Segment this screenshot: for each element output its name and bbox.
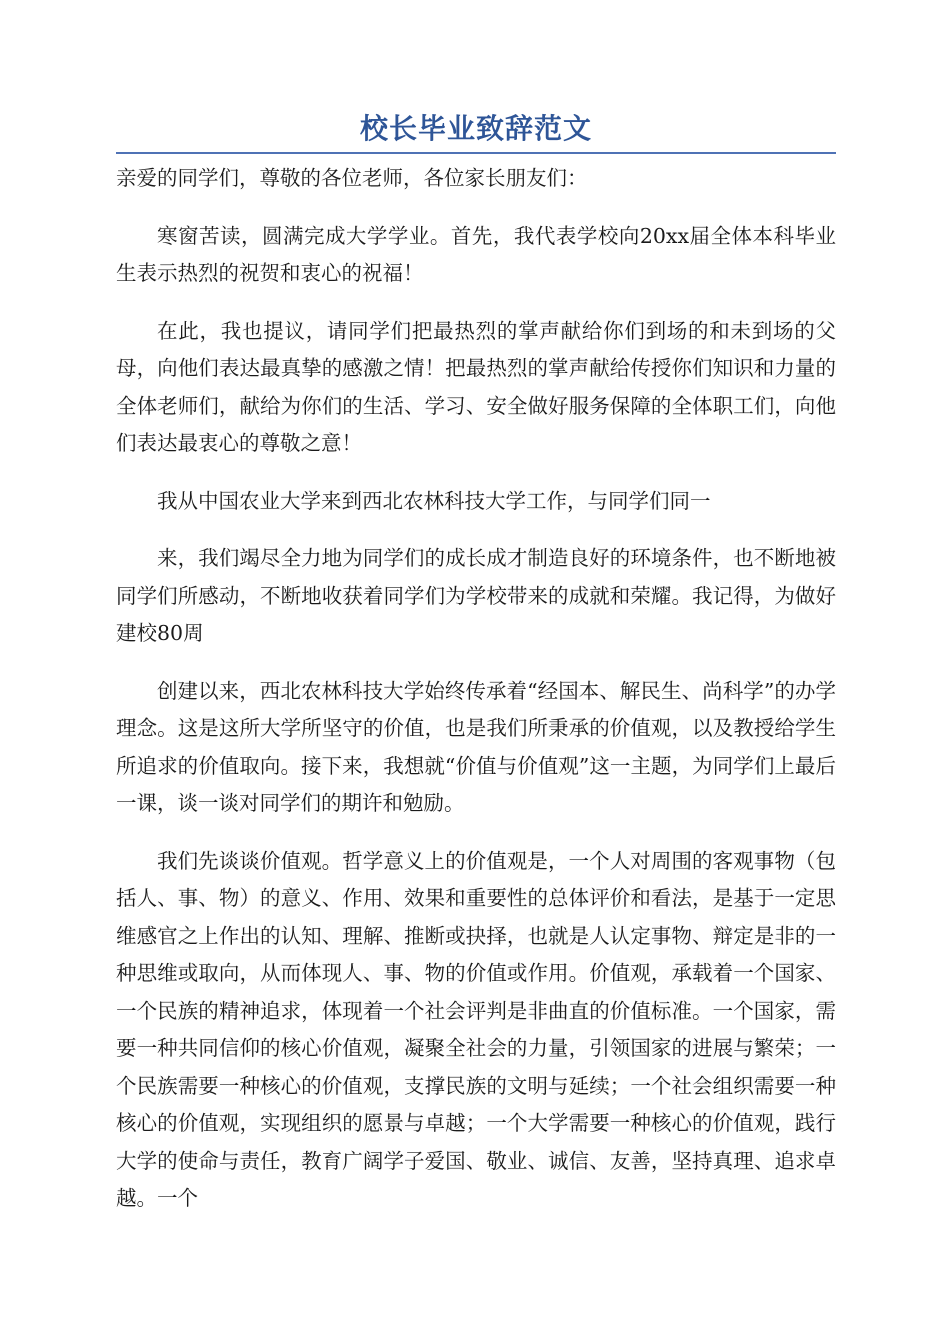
document-page [116,108,836,1218]
salutation-paragraph: 亲爱的同学们，尊敬的各位老师，各位家长朋友们： [116,166,588,190]
body-paragraph-2: 在此，我也提议，请同学们把最热烈的掌声献给你们到场的和未到场的父母，向他们表达最真挚的感激之情！把最热烈的掌声献给传授你们知识和力量的全体老师们，献给为你们的生活、学习、安全做好服务保障的全体职工们，向他们表达最衷心的尊敬之意！ [116,318,836,455]
body-paragraph-5: 创建以来，西北农林科技大学始终传承着“经国本、解民生、尚科学”的办学理念。这是这所大学所坚守的价值，也是我们所秉承的价值观，以及教授给学生所追求的价值取向。接下来，我想就“价值与价值观”这一主题，为同学们上最后一课，谈一谈对同学们的期许和勉励。 [116,678,836,815]
body-paragraph-4: 来，我们竭尽全力地为同学们的成长成才制造良好的环境条件，也不断地被同学们所感动，不断地收获着同学们为学校带来的成就和荣耀。我记得，为做好建校80周 [116,546,836,645]
body-paragraph-3: 我从中国农业大学来到西北农林科技大学工作，与同学们同一 [157,488,711,513]
body-paragraph-6: 我们先谈谈价值观。哲学意义上的价值观是，一个人对周围的客观事物（包括人、事、物）的意义、作用、效果和重要性的总体评价和看法，是基于一定思维感官之上作出的认知、理解、推断或抉择，也就是人认定事物、辩定是非的一种思维或取向，从而体现人、事、物的价值或作用。价值观，承载着一个国家、一个民族的精神追求，体现着一个社会评判是非曲直的价值标准。一个国家，需要一种共同信仰的核心价值观，凝聚全社会的力量，引领国家的进展与繁荣；一个民族需要一种核心的价值观，支撑民族的文明与延续；一个社会组织需要一种核心的价值观，实现组织的愿景与卓越；一个大学需要一种核心的价值观，践行大学的使命与责任，教育广阔学子爱国、敬业、诚信、友善，坚持真理、追求卓越。一个 [116,848,836,1210]
body-paragraph-1: 寒窗苦读，圆满完成大学学业。首先，我代表学校向20xx届全体本科毕业生表示热烈的祝贺和衷心的祝福！ [116,223,836,285]
document-title: 校长毕业致辞范文 [116,108,836,154]
